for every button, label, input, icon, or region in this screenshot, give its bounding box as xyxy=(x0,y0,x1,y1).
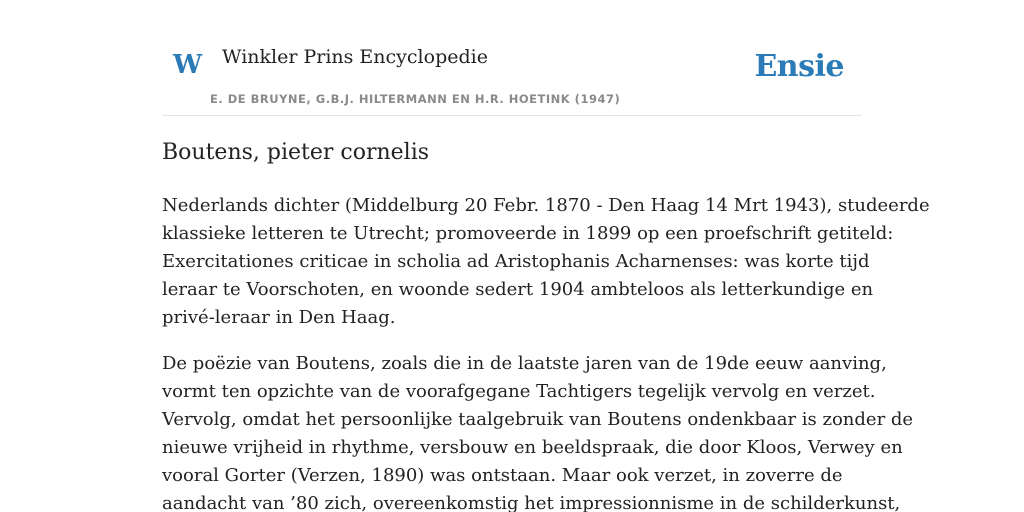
text-line: aandacht van ’80 zich, overeenkomstig het impressionnisme in de schilderkunst, xyxy=(162,493,901,512)
article-title: Boutens, pieter cornelis xyxy=(162,140,430,165)
text-line: klassieke letteren te Utrecht; promoveerde in 1899 op een proefschrift getiteld: xyxy=(162,223,894,244)
article-body xyxy=(162,192,930,512)
ensie-logo-link[interactable]: Ensie xyxy=(754,49,844,84)
text-line: vormt ten opzichte van de voorafgegane Tachtigers tegelijk vervolg en verzet. xyxy=(162,381,876,402)
winkler-prins-logo-icon[interactable]: W xyxy=(173,50,203,80)
text-line: Vervolg, omdat het persoonlijke taalgebruik van Boutens ondenkbaar is zonder de xyxy=(162,409,914,430)
text-line: Nederlands dichter (Middelburg 20 Febr. 1870 - Den Haag 14 Mrt 1943), studeerde xyxy=(162,195,930,216)
text-line: vooral Gorter (Verzen, 1890) was ontstaan. Maar ook verzet, in zoverre de xyxy=(162,465,843,486)
text-line: Exercitationes criticae in scholia ad Aristophanis Acharnenses: was korte tijd xyxy=(162,251,870,272)
text-line: De poëzie van Boutens, zoals die in de laatste jaren van de 19de eeuw aanving, xyxy=(162,353,887,374)
source-header xyxy=(162,36,862,116)
source-authors: E. DE BRUYNE, G.B.J. HILTERMANN EN H.R. HOETINK (1947) xyxy=(210,92,621,106)
source-title-link[interactable]: Winkler Prins Encyclopedie xyxy=(222,46,488,68)
text-line: leraar te Voorschoten, en woonde sedert 1904 ambteloos als letterkundige en xyxy=(162,279,874,300)
text-line: nieuwe vrijheid in rhythme, versbouw en beeldspraak, die door Kloos, Verwey en xyxy=(162,437,903,458)
article-paragraph xyxy=(162,350,914,512)
article-paragraph xyxy=(162,192,930,332)
text-line: privé-leraar in Den Haag. xyxy=(162,307,396,328)
